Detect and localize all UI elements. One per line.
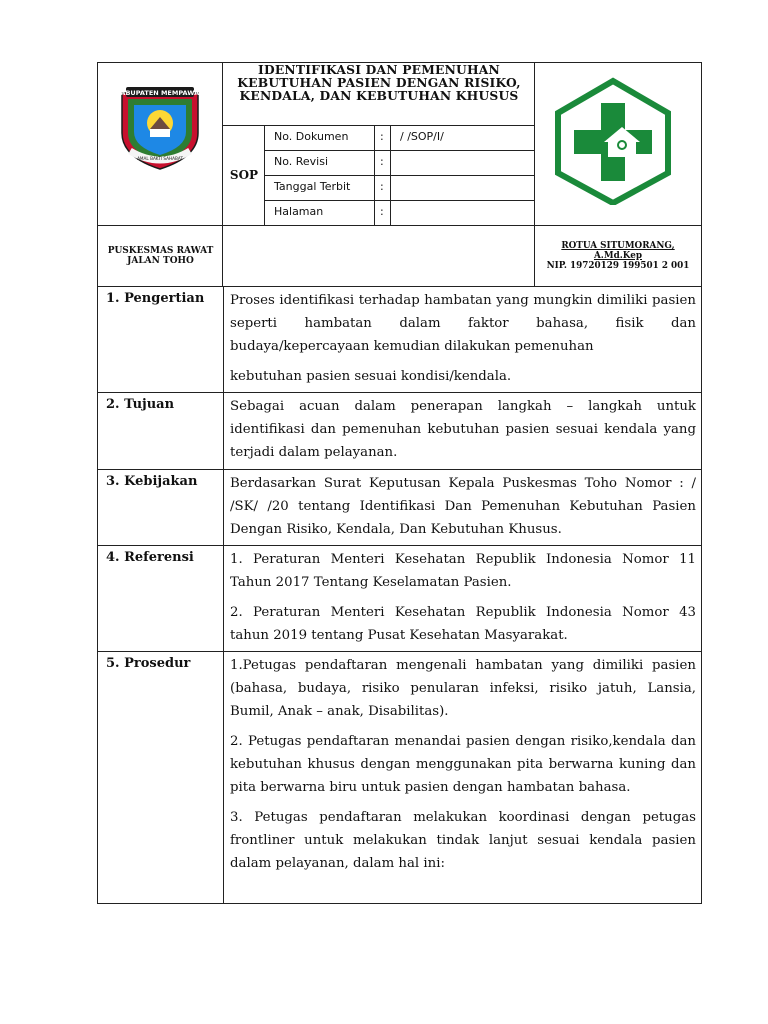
institution-line-1: PUSKESMAS RAWAT: [107, 246, 214, 256]
meta-sep: :: [380, 205, 384, 218]
meta-label-document-number: No. Dokumen: [274, 130, 349, 143]
section-content: [230, 472, 696, 548]
paragraph: 2. Peraturan Menteri Kesehatan Republik Indonesia Nomor 43 tahun 2019 tentang Pusat Kesehatan Masyarakat.: [230, 605, 696, 643]
section-prosedur: [98, 652, 701, 903]
paragraph: 1.Petugas pendaftaran mengenali hambatan yang dimiliki pasien (bahasa, budaya, risiko penularan infeksi, risiko jatuh, Lansia, Bumil, Anak – anak, Disabilitas).: [230, 658, 696, 719]
emblem-name-text: KABUPATEN MEMPAWAH: [115, 89, 205, 97]
meta-sep: :: [380, 155, 384, 168]
paragraph: 1. Peraturan Menteri Kesehatan Republik Indonesia Nomor 11 Tahun 2017 Tentang Keselamatan Pasien.: [230, 552, 696, 590]
puskesmas-logo: [548, 75, 678, 205]
section-label: 1. Pengertian: [106, 291, 205, 306]
sop-body-table: [97, 287, 702, 904]
paragraph: kebutuhan pasien sesuai kondisi/kendala.: [230, 369, 512, 384]
section-content: [230, 289, 696, 395]
section-content: [230, 654, 696, 882]
paragraph: 3. Petugas pendaftaran melakukan koordinasi dengan petugas frontliner untuk melakukan tindak lanjut sesuai kendala pasien dalam pelayanan, dalam hal ini:: [230, 810, 696, 871]
section-label: 5. Prosedur: [106, 656, 191, 671]
section-tujuan: [98, 393, 701, 470]
section-content: [230, 548, 696, 654]
meta-label-revision: No. Revisi: [274, 155, 329, 168]
meta-value-document-number: / /SOP/I/: [400, 130, 444, 143]
section-referensi: [98, 546, 701, 652]
sop-header-table: [97, 62, 702, 287]
section-label: 4. Referensi: [106, 550, 194, 565]
signer-nip: NIP. 19720129 199501 2 001: [546, 261, 690, 271]
meta-label-page: Halaman: [274, 205, 324, 218]
signer-block: [534, 225, 702, 287]
section-kebijakan: [98, 470, 701, 546]
sop-label: SOP: [229, 168, 259, 182]
section-label: 3. Kebijakan: [106, 474, 198, 489]
signer-title: A.Md.Kep: [593, 251, 643, 261]
signer-name: ROTUA SITUMORANG,: [561, 241, 675, 251]
paragraph: Sebagai acuan dalam penerapan langkah – langkah untuk identifikasi dan pemenuhan kebutuhan pasien sesuai kendala yang terjadi dalam pelayanan.: [230, 399, 696, 460]
meta-sep: :: [380, 180, 384, 193]
institution-name: [98, 225, 223, 287]
section-pengertian: [98, 287, 701, 393]
meta-sep: :: [380, 130, 384, 143]
section-label: 2. Tujuan: [106, 397, 175, 412]
paragraph: Berdasarkan Surat Keputusan Kepala Puskesmas Toho Nomor : / /SK/ /20 tentang Identifikasi Dan Pemenuhan Kebutuhan Pasien Dengan Risiko, Kendala, Dan Kebutuhan Khusus.: [230, 476, 696, 537]
sop-title: IDENTIFIKASI DAN PEMENUHAN KEBUTUHAN PASIEN DENGAN RISIKO, KENDALA, DAN KEBUTUHAN KHUSUS: [237, 62, 521, 104]
emblem-motto-text: AMAL BAKTI SAHABAT: [137, 156, 183, 161]
meta-label-issue-date: Tanggal Terbit: [274, 180, 351, 193]
section-content: [230, 395, 696, 471]
institution-line-2: JALAN TOHO: [127, 256, 194, 266]
regency-emblem-logo: [112, 77, 208, 173]
paragraph: 2. Petugas pendaftaran menandai pasien dengan risiko,kendala dan kebutuhan khusus dengan menggunakan pita berwarna kuning dan pita berwarna biru untuk pasien dengan hambatan bahasa.: [230, 734, 696, 795]
paragraph: Proses identifikasi terhadap hambatan yang mungkin dimiliki pasien seperti hambatan dalam faktor bahasa, fisik dan budaya/kepercayaan kemudian dilakukan pemenuhan: [230, 293, 696, 354]
